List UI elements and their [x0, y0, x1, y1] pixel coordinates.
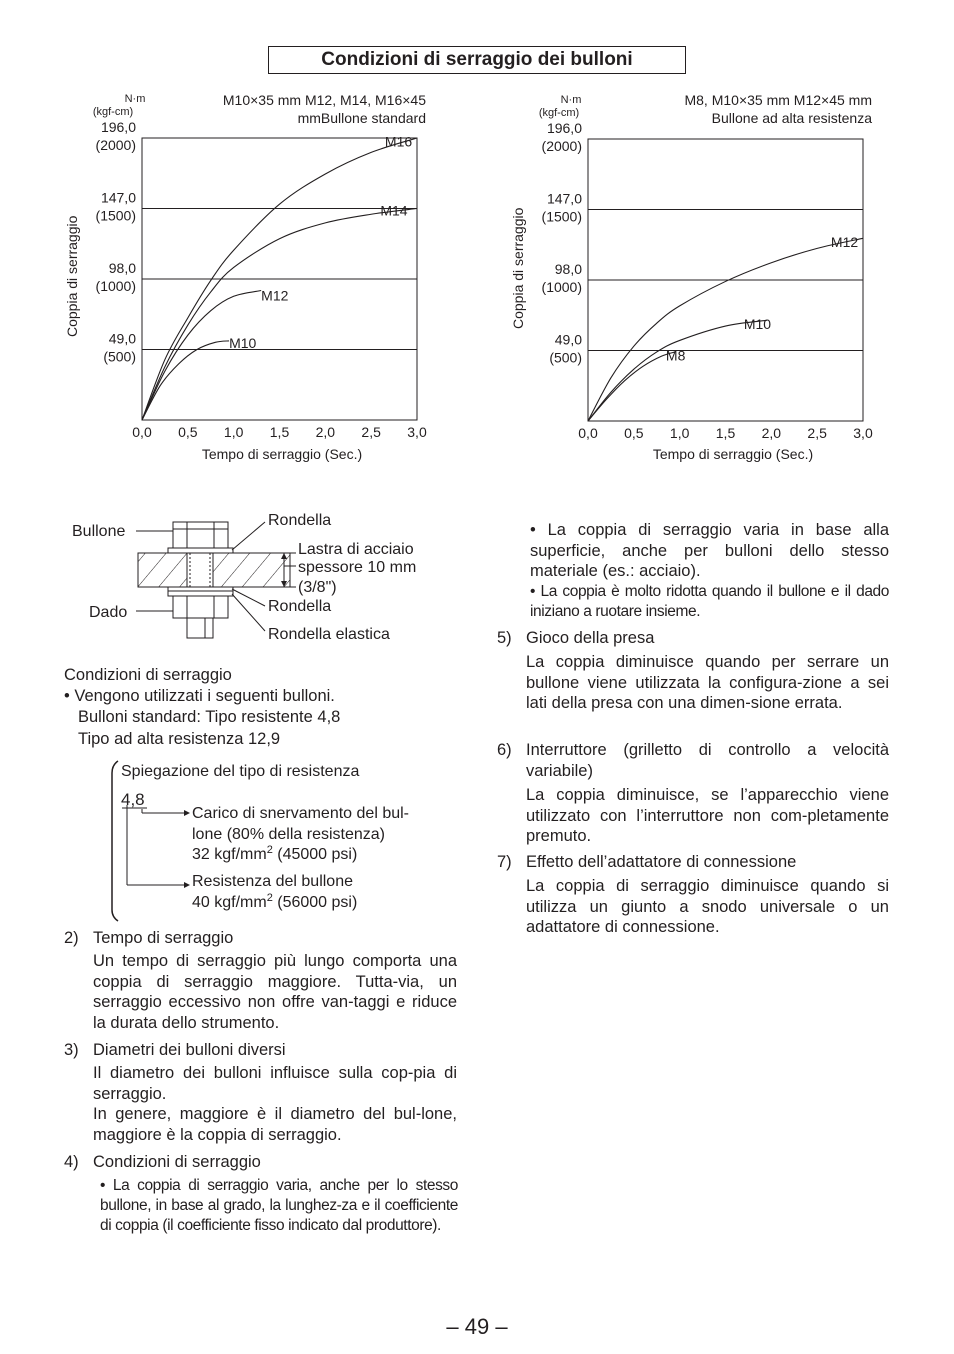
s2-title: Tempo di serraggio [93, 929, 234, 947]
unit-kgf: (kgf-cm) [92, 106, 134, 118]
unit-nm: N·m [124, 93, 146, 105]
chart-standard-bolts [55, 85, 455, 470]
x-tick-labels [132, 424, 427, 440]
resist-1: Resistenza del bullone [192, 873, 353, 890]
s3-text-2: In genere, maggiore è il diametro del bul-lone, maggiore è la coppia di serraggio. [93, 1105, 457, 1144]
series-group [588, 234, 863, 421]
chart-high-strength-bolts [501, 86, 901, 471]
y-axis-label: Coppia di serraggio [64, 215, 80, 337]
series-label-m8: M8 [665, 347, 686, 364]
s4-title: Condizioni di serraggio [93, 1153, 261, 1171]
resist-2: 40 kgf/$mm^2$ (56000 psi) [192, 892, 358, 911]
series-line-m14 [142, 209, 417, 421]
label-lastra-1: Lastra di acciaio [298, 541, 414, 558]
s3-title: Diametri dei bulloni diversi [93, 1041, 286, 1059]
y-tick-labels [542, 120, 583, 366]
carico-3: 32 kgf/$mm^2$ (45000 psi) [192, 844, 358, 863]
washer-top [168, 548, 233, 553]
s3-num: 3) [64, 1041, 79, 1059]
x-tick-label: 0,5 [624, 425, 644, 441]
x-tick-label: 1,0 [669, 425, 690, 441]
s7-title: Effetto dell’adattatore di connessione [526, 853, 797, 871]
y-tick-kgf: (500) [549, 349, 582, 366]
s4-num: 4) [64, 1153, 79, 1171]
y-tick-value: 196,0 [546, 120, 582, 136]
y-tick-value: 49,0 [108, 330, 136, 347]
unit-kgf: (kgf-cm) [538, 107, 580, 119]
y-tick-kgf: (1000) [541, 279, 582, 295]
page-title: Condizioni di serraggio dei bulloni [268, 46, 686, 74]
series-label-m10: M10 [229, 335, 257, 352]
s3-text-1: Il diametro dei bulloni influisce sulla cop-pia di serraggio. [93, 1064, 457, 1103]
y-tick-kgf: (500) [103, 348, 136, 365]
y-tick-value: 98,0 [108, 260, 136, 276]
cond-std: Bulloni standard: Tipo resistente 4,8 [78, 708, 341, 726]
cond-bullet: • Vengono utilizzati i seguenti bulloni. [64, 687, 335, 705]
s6-text: La coppia diminuisce, se l’apparecchio viene utilizzato con l’interruttore non com-pletamente premuto. [526, 786, 889, 845]
series-label-m10: M10 [743, 315, 772, 332]
label-dado: Dado [89, 604, 128, 621]
s7-text: La coppia di serraggio diminuisce quando si utilizza un giunto a snodo universale o un adattatore di connessione. [526, 877, 889, 936]
page-number: – 49 – [446, 1314, 508, 1339]
y-tick-value: 147,0 [546, 190, 582, 207]
x-tick-origin: 0,0 [578, 425, 598, 441]
bolt-assembly-diagram [60, 505, 440, 655]
spieg-label: Spiegazione del tipo di resistenza [121, 763, 360, 780]
washer-bottom [168, 587, 233, 591]
x-axis-label: Tempo di serraggio (Sec.) [201, 446, 363, 462]
x-tick-label: 2,0 [761, 425, 782, 441]
series-label-m12: M12 [830, 233, 859, 250]
strength-value: 4,8 [121, 790, 145, 809]
x-tick-label: 2,0 [315, 424, 336, 440]
chart-header-2: Bullone ad alta resistenza [711, 110, 872, 126]
y-tick-value: 98,0 [554, 261, 582, 277]
s6-title: Interruttore (grilletto di controllo a velocità variabile) [526, 741, 889, 780]
series-label-m12: M12 [261, 287, 289, 304]
x-tick-label: 3,0 [407, 424, 427, 440]
bolt-tip [187, 618, 213, 638]
chart-header-1: M8, M10×35 mm M12×45 mm [684, 92, 872, 108]
x-tick-label: 0,5 [178, 424, 198, 440]
y-tick-kgf: (2000) [95, 137, 136, 153]
s2-text: Un tempo di serraggio più lungo comporta una coppia di serraggio maggiore. Tutta-via, un serraggio eccessivo non offre van-taggi e riduce la durata dello strumento. [93, 952, 457, 1032]
series-line-m12 [588, 238, 863, 421]
x-tick-origin: 0,0 [132, 424, 152, 440]
x-tick-label: 3,0 [853, 425, 873, 441]
series-label-m14: M14 [380, 202, 408, 219]
steel-plate [138, 553, 290, 587]
s5-num: 5) [497, 629, 512, 647]
y-tick-value: 49,0 [554, 331, 582, 348]
y-tick-kgf: (1500) [95, 207, 136, 224]
x-tick-label: 1,5 [715, 425, 736, 441]
spring-washer [168, 591, 233, 596]
bolt-head [173, 522, 228, 548]
y-axis-label: Coppia di serraggio [510, 207, 526, 329]
y-tick-value: 196,0 [100, 119, 136, 135]
x-axis-label: Tempo di serraggio (Sec.) [652, 446, 814, 462]
label-rondella-elastica: Rondella elastica [268, 626, 390, 643]
x-tick-label: 2,5 [361, 424, 381, 440]
nut [173, 596, 228, 618]
gridlines [588, 210, 863, 351]
right-bullet-2: • La coppia è molto ridotta quando il bullone e il dado iniziano a ruotare insieme. [530, 583, 889, 620]
unit-nm: N·m [560, 94, 582, 106]
x-tick-label: 1,5 [269, 424, 290, 440]
right-bullet-1: • La coppia di serraggio varia in base alla superficie, anche per bulloni dello stesso materiale (es.: acciaio). [530, 521, 889, 580]
series-line-m10 [588, 320, 767, 421]
label-rondella-bottom: Rondella [268, 598, 332, 615]
y-tick-kgf: (1500) [541, 208, 582, 225]
label-bullone: Bullone [72, 523, 126, 540]
label-rondella-top: Rondella [268, 512, 332, 529]
s2-num: 2) [64, 929, 79, 947]
s7-num: 7) [497, 853, 512, 871]
x-tick-label: 2,5 [807, 425, 827, 441]
y-tick-value: 147,0 [100, 189, 136, 206]
cond-heading: Condizioni di serraggio [64, 666, 232, 684]
gridlines [142, 209, 417, 350]
chart-header-1: M10×35 mm M12, M14, M16×45 [222, 92, 426, 108]
carico-1: Carico di snervamento del bul- [192, 805, 409, 822]
y-tick-kgf: (1000) [95, 278, 136, 294]
s6-num: 6) [497, 741, 512, 759]
y-tick-kgf: (2000) [541, 138, 582, 154]
label-lastra-2: spessore 10 mm [298, 559, 417, 576]
series-line-m10 [142, 341, 229, 420]
s5-text: La coppia diminuisce quando per serrare un bullone viene utilizzata la configura-zione a sei lati della presa con una dimen-sione errata. [526, 653, 889, 712]
x-tick-label: 1,0 [223, 424, 244, 440]
strength-explanation-diagram [100, 755, 460, 925]
chart-header-2: mmBullone standard [297, 110, 426, 126]
carico-2: lone (80% della resistenza) [192, 826, 385, 843]
series-line-m8 [588, 352, 675, 421]
cond-high: Tipo ad alta resistenza 12,9 [78, 730, 281, 748]
s4-bullet: • La coppia di serraggio varia, anche per lo stesso bullone, in base al grado, la lunghez-za e il coefficiente di coppia (il coefficiente fisso indicato dal produttore). [100, 1177, 458, 1234]
s5-title: Gioco della presa [526, 629, 655, 647]
y-tick-labels [96, 119, 137, 365]
x-tick-labels [578, 425, 873, 441]
series-line-m12 [142, 291, 261, 420]
series-label-m16: M16 [384, 133, 413, 150]
label-lastra-3: (3/8") [298, 579, 337, 596]
series-group [142, 134, 417, 420]
